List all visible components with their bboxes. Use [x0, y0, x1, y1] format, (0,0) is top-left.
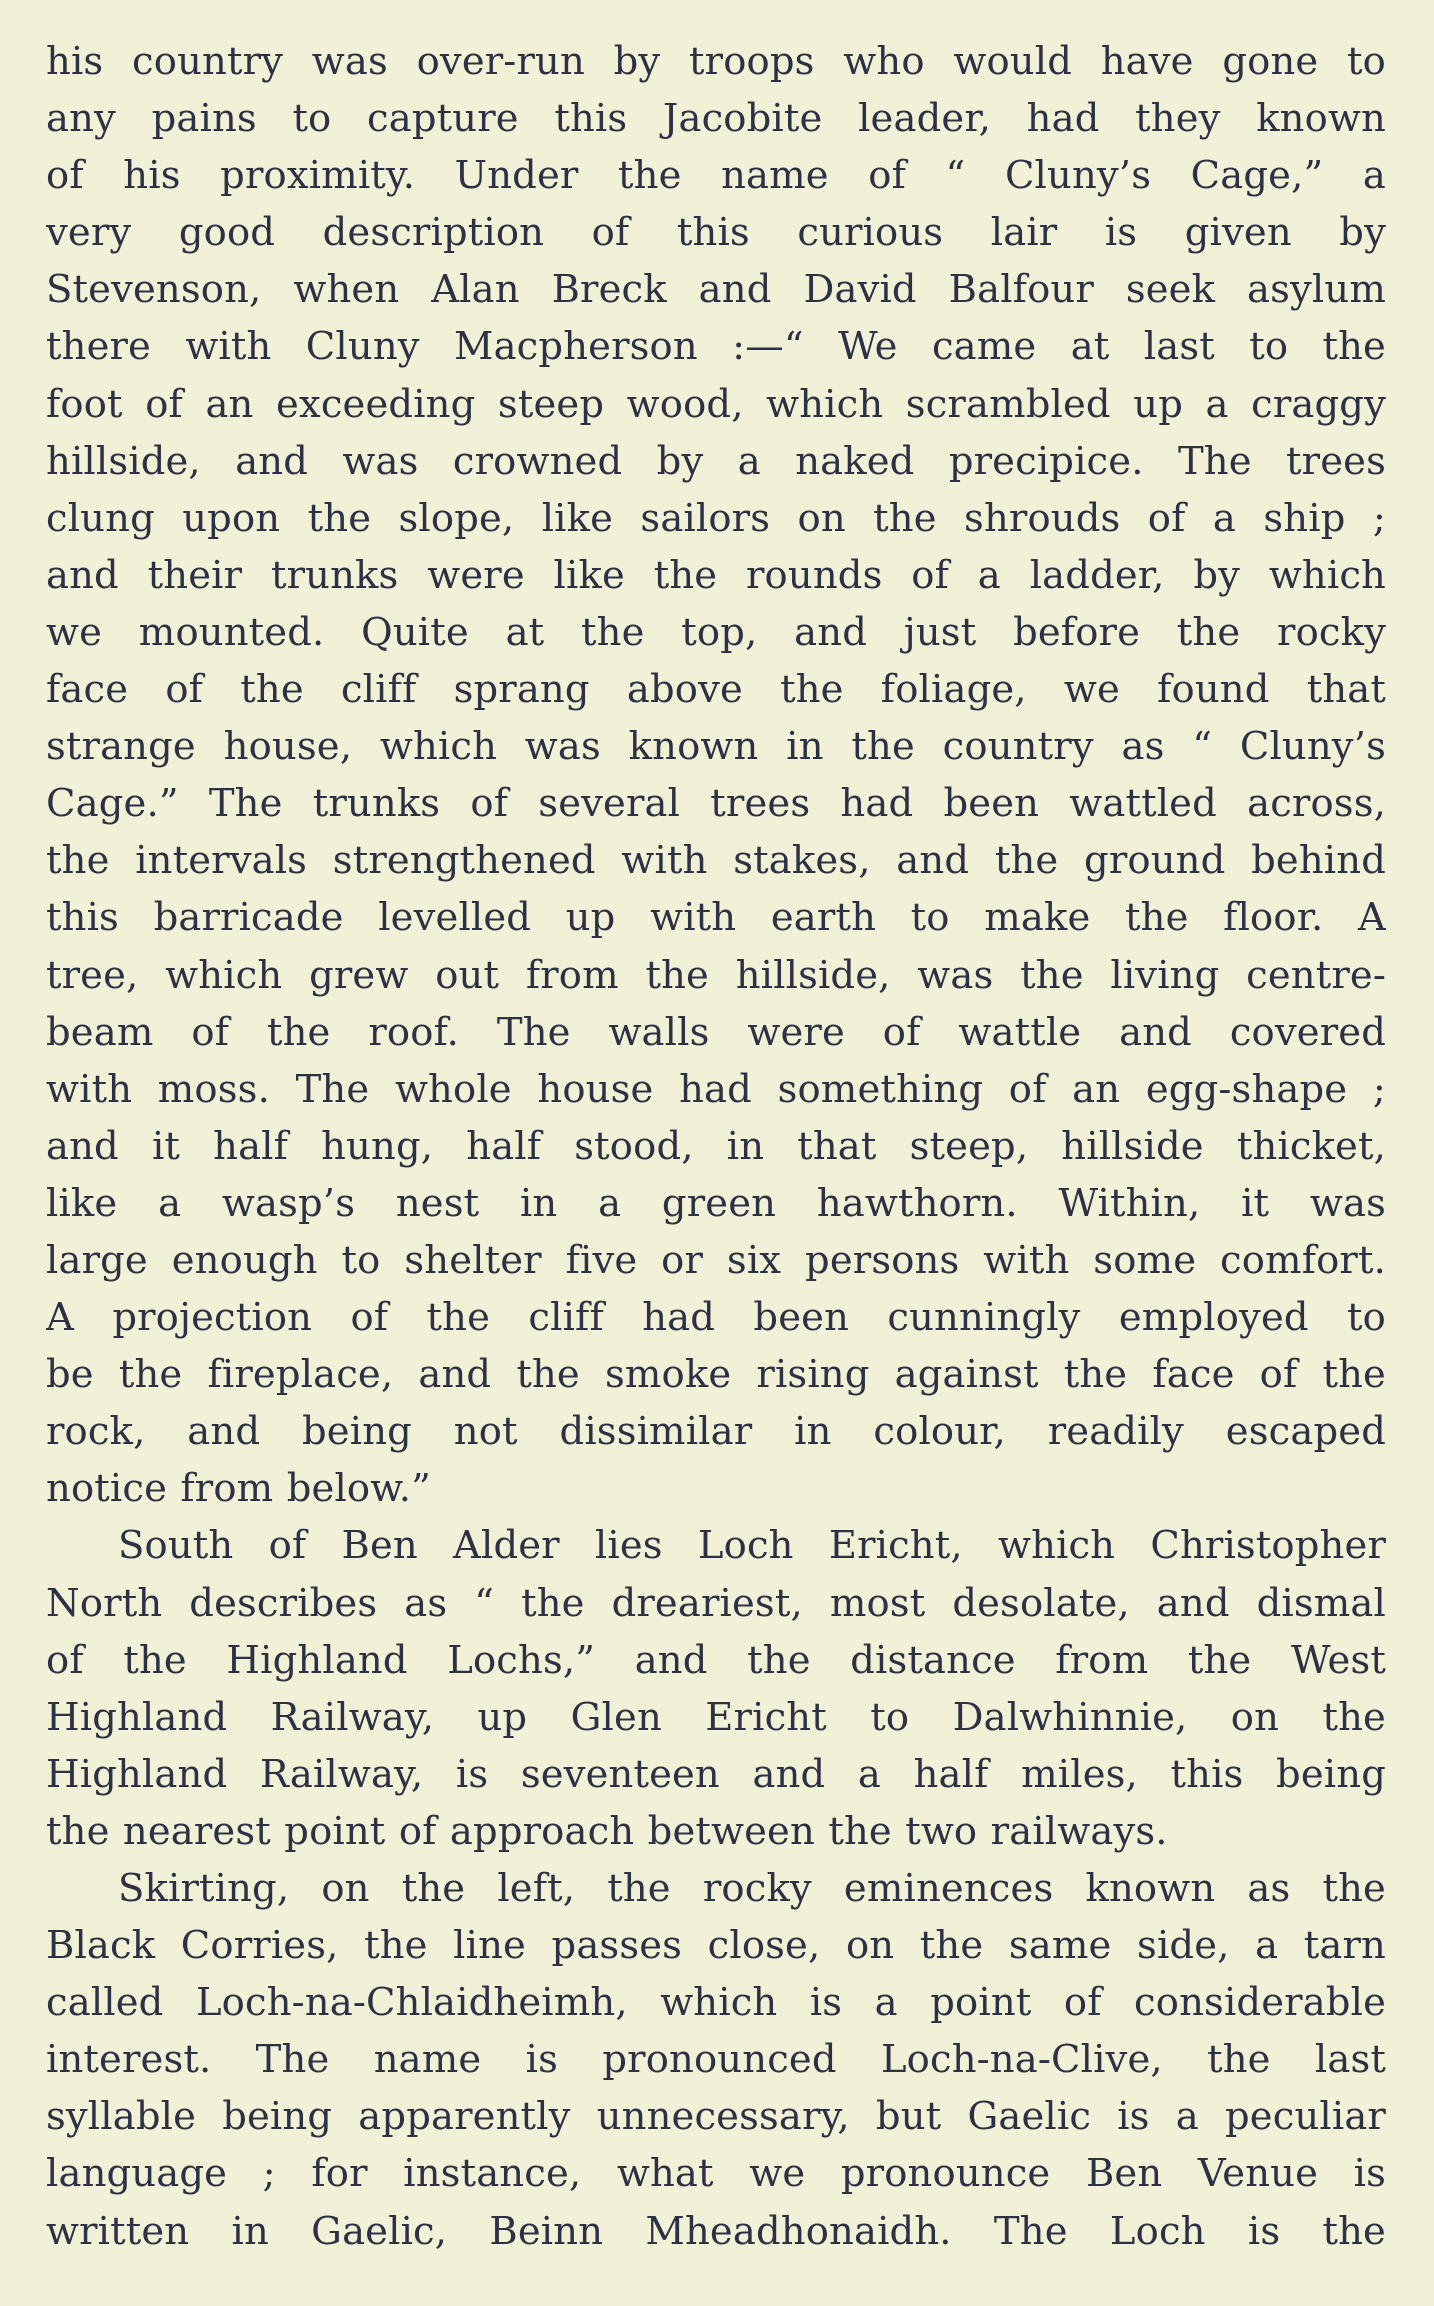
text-line: there with Cluny Macpherson :—“ We came at last to the	[46, 324, 1386, 370]
text-line: Stevenson, when Alan Breck and David Balfour seek asylum	[46, 267, 1386, 313]
text-line: clung upon the slope, like sailors on the shrouds of a ship ;	[46, 495, 1386, 541]
text-line: syllable being apparently unnecessary, but Gaelic is a peculiar	[46, 2094, 1386, 2140]
text-line: and it half hung, half stood, in that steep, hillside thicket,	[46, 1123, 1386, 1169]
text-line: face of the cliff sprang above the foliage, we found that	[46, 667, 1386, 713]
text-line: very good description of this curious lair is given by	[46, 210, 1386, 256]
text-line: Cage.” The trunks of several trees had been wattled across,	[46, 781, 1386, 827]
text-line: and their trunks were like the rounds of a ladder, by which	[46, 552, 1386, 598]
text-line: South of Ben Alder lies Loch Ericht, which Christopher	[118, 1523, 1386, 1569]
text-line: rock, and being not dissimilar in colour, readily escaped	[46, 1409, 1386, 1455]
text-line: interest. The name is pronounced Loch-na-Clive, the last	[46, 2037, 1386, 2083]
text-line: his country was over-run by troops who would have gone to	[46, 39, 1386, 84]
text-line: of the Highland Lochs,” and the distance from the West	[46, 1637, 1386, 1683]
text-line: we mounted. Quite at the top, and just before the rocky	[46, 609, 1386, 655]
text-line: with moss. The whole house had something of an egg-shape ;	[46, 1066, 1386, 1112]
text-line: strange house, which was known in the country as “ Cluny’s	[46, 724, 1386, 770]
text-line: beam of the roof. The walls were of wattle and covered	[46, 1009, 1386, 1055]
text-line: hillside, and was crowned by a naked precipice. The trees	[46, 438, 1386, 484]
text-line: like a wasp’s nest in a green hawthorn. Within, it was	[46, 1180, 1386, 1226]
text-line: the intervals strengthened with stakes, and the ground behind	[46, 838, 1386, 884]
text-line: Skirting, on the left, the rocky eminences known as the	[118, 1866, 1386, 1911]
text-line: notice from below.”	[46, 1466, 431, 1512]
text-line: tree, which grew out from the hillside, was the living centre-	[46, 952, 1386, 998]
body-text	[46, 33, 1386, 2260]
text-line: Highland Railway, up Glen Ericht to Dalwhinnie, on the	[46, 1694, 1386, 1740]
text-line: Black Corries, the line passes close, on the same side, a tarn	[46, 1923, 1386, 1969]
text-line: be the fireplace, and the smoke rising against the face of the	[46, 1352, 1386, 1398]
text-line: A projection of the cliff had been cunningly employed to	[46, 1295, 1386, 1341]
text-line: the nearest point of approach between the two railways.	[46, 1808, 1168, 1854]
text-line: language ; for instance, what we pronounce Ben Venue is	[46, 2151, 1386, 2197]
text-line: any pains to capture this Jacobite leader, had they known	[46, 96, 1386, 142]
text-line: North describes as “ the dreariest, most desolate, and dismal	[46, 1580, 1386, 1626]
text-line: written in Gaelic, Beinn Mheadhonaidh. The Loch is the	[46, 2208, 1386, 2254]
text-line: Highland Railway, is seventeen and a half miles, this being	[46, 1751, 1386, 1797]
text-line: this barricade levelled up with earth to make the floor. A	[46, 895, 1386, 941]
text-line: called Loch-na-Chlaidheimh, which is a point of considerable	[46, 1980, 1386, 2026]
text-line: of his proximity. Under the name of “ Cluny’s Cage,” a	[46, 153, 1386, 199]
text-line: foot of an exceeding steep wood, which scrambled up a craggy	[46, 381, 1386, 427]
text-line: large enough to shelter five or six persons with some comfort.	[46, 1237, 1386, 1283]
